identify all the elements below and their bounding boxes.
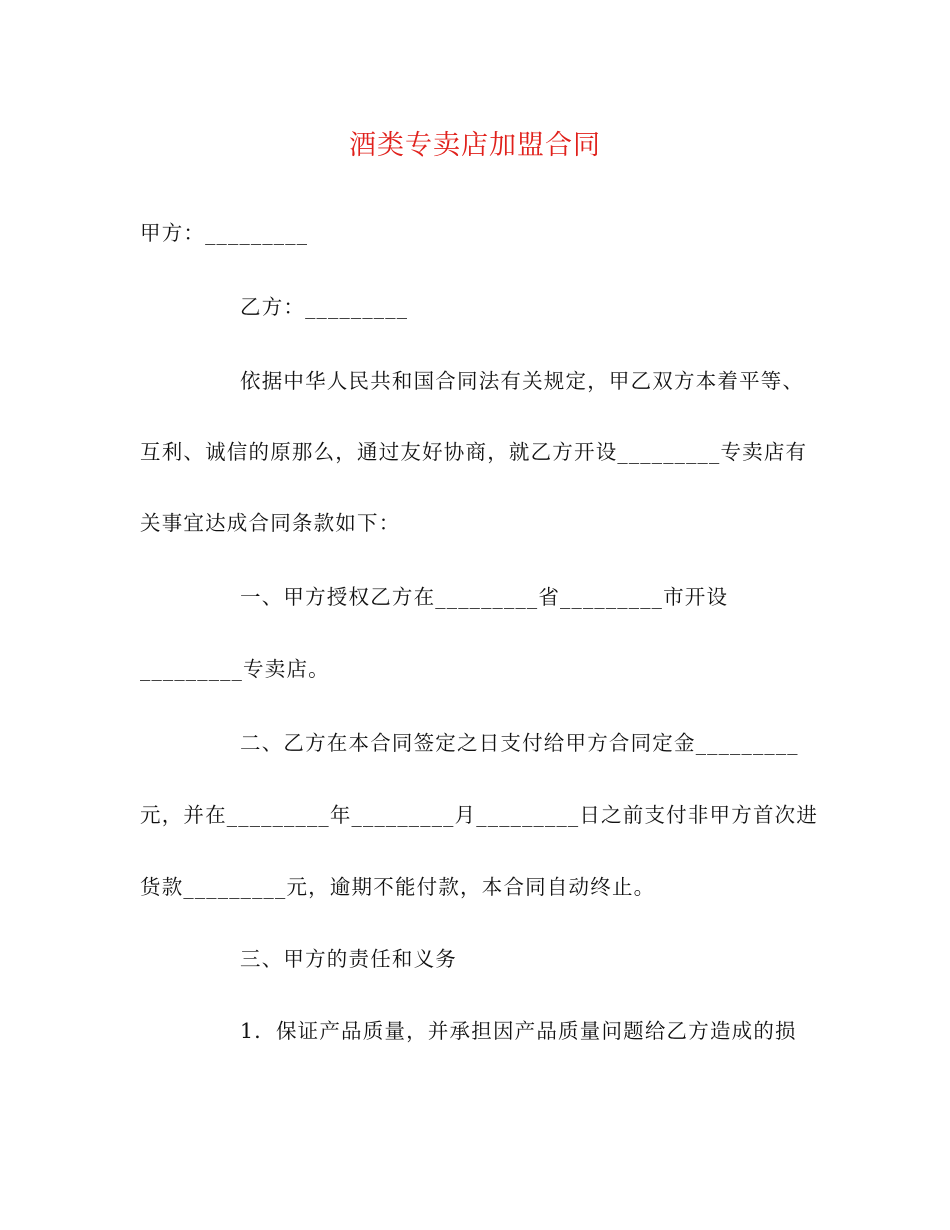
party-b-line: 乙方：_________ [240,295,409,319]
party-a-line: 甲方：_________ [140,221,309,245]
paragraph-line: 互利、诚信的原那么，通过友好协商，就乙方开设_________专卖店有 [140,440,808,464]
clause-2-line: 货款_________元，逾期不能付款，本合同自动终止。 [140,875,656,899]
section-3-item-1: 1．保证产品质量，并承担因产品质量问题给乙方造成的损 [240,1019,797,1043]
clause-1-line: 一、甲方授权乙方在_________省_________市开设 [240,585,729,609]
clause-2-line: 二、乙方在本合同签定之日支付给甲方合同定金_________ [240,731,799,755]
clause-2-line: 元，并在_________年_________月_________日之前支付非甲方首次进 [140,803,819,827]
paragraph-line: 依据中华人民共和国合同法有关规定，甲乙双方本着平等、 [240,369,805,393]
paragraph-line: 关事宜达成合同条款如下： [140,511,401,535]
document-title: 酒类专卖店加盟合同 [349,130,601,161]
clause-1-line: _________专卖店。 [140,657,330,681]
section-3-heading: 三、甲方的责任和义务 [240,947,457,971]
